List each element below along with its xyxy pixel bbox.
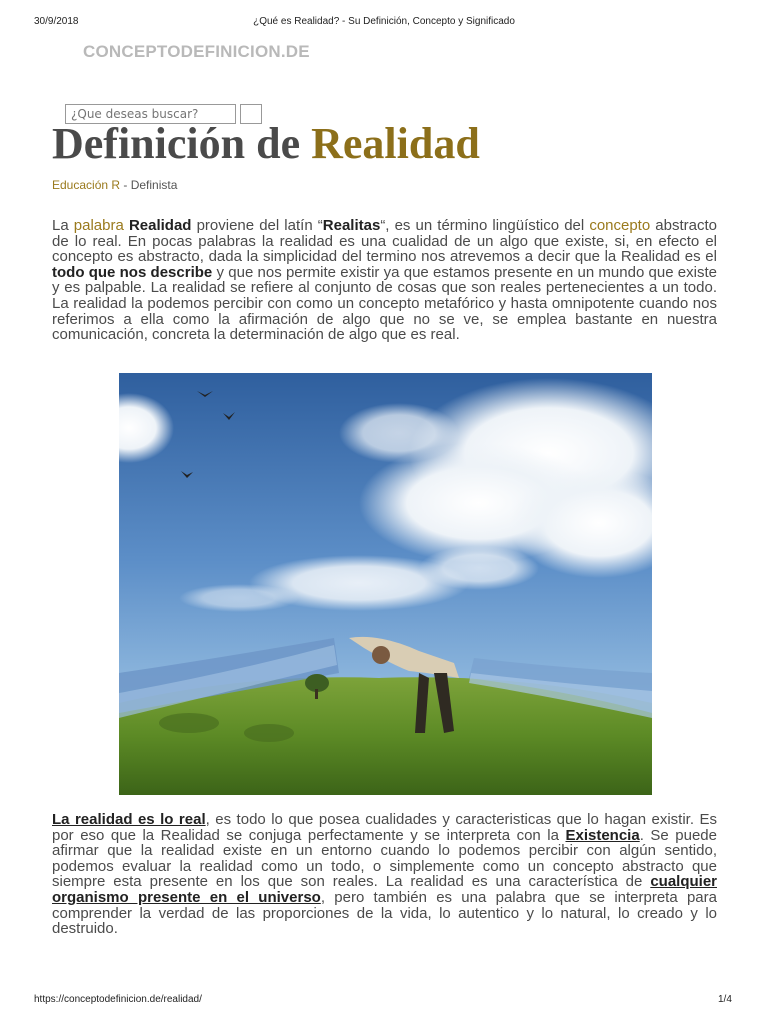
text-run: abstracto de lo real. En pocas palabras la realidad es una cualidad de un algo que existe, si, en efecto el concepto es abstracto, dada la simplicidad del termino nos atrevemos a decir que la Realidad es el [52, 217, 717, 266]
byline-separator: - [120, 178, 131, 192]
text-run: “, es un término lingüístico del [380, 217, 590, 234]
page-title [52, 118, 480, 170]
term-realitas: Realitas [322, 217, 381, 234]
print-url: https://conceptodefinicion.de/realidad/ [34, 994, 202, 1005]
link-concepto[interactable]: concepto [589, 217, 651, 234]
byline [52, 178, 177, 192]
text-run: . Se puede afirmar que la realidad existe en un entorno cuando lo podemos percibir con algún sentido, podemos evaluar la realidad como un todo, o simplemente como un concepto abstracto que siempre esta presente en los que son reales. La realidad es una característica de [52, 826, 717, 891]
site-logo-text[interactable]: CONCEPTODEFINICION.DE [83, 42, 310, 61]
sky-curtain-illustration [119, 373, 652, 795]
author-name: Definista [130, 178, 178, 192]
article-photo [119, 373, 652, 795]
term-cualquier-organismo[interactable]: cualquier organismo presente en el universo [52, 873, 717, 906]
print-page-title: ¿Qué es Realidad? - Su Definición, Concepto y Significado [253, 16, 515, 27]
print-date: 30/9/2018 [34, 16, 79, 27]
page-title-highlight: Realidad [311, 119, 480, 168]
page-title-prefix: Definición de [52, 119, 301, 168]
paragraph-definition [52, 812, 717, 937]
term-existencia[interactable]: Existencia [565, 826, 640, 844]
print-page-number: 1/4 [718, 994, 732, 1005]
text-run: , pero también es una palabra que se interpreta para comprender la verdad de las proporciones de la vida, lo autentico y lo natural, lo creado y lo destruido. [52, 888, 717, 938]
print-header [0, 16, 768, 32]
paragraph-intro [52, 218, 717, 343]
text-run: y que nos permite existir ya que estamos presente en un mundo que existe y es palpable. La realidad se refiere al conjunto de cosas que son reales pertenecientes a un todo. La realidad la podemos percibir con como un concepto metafórico y hasta omnipotente cuando nos referimos a ella como la afirmación de algo que no se ve, se emplea bastante en nuestra comunicación, concreta la determinación de algo que es real. [52, 263, 717, 344]
text-run: , es todo lo que posea cualidades y caracteristicas que lo hagan existir. Es por eso que la Realidad se conjuga perfectamente y se interpreta con la [52, 811, 717, 844]
category-link[interactable]: Educación R [52, 178, 121, 192]
term-realidad: Realidad [128, 217, 192, 234]
text-run: La [52, 217, 74, 234]
term-todo-que-nos-describe: todo que nos describe [52, 263, 213, 281]
text-run: proviene del latín “ [191, 217, 323, 234]
term-la-realidad-es-lo-real[interactable]: La realidad es lo real [52, 811, 206, 828]
link-palabra[interactable]: palabra [73, 217, 124, 234]
